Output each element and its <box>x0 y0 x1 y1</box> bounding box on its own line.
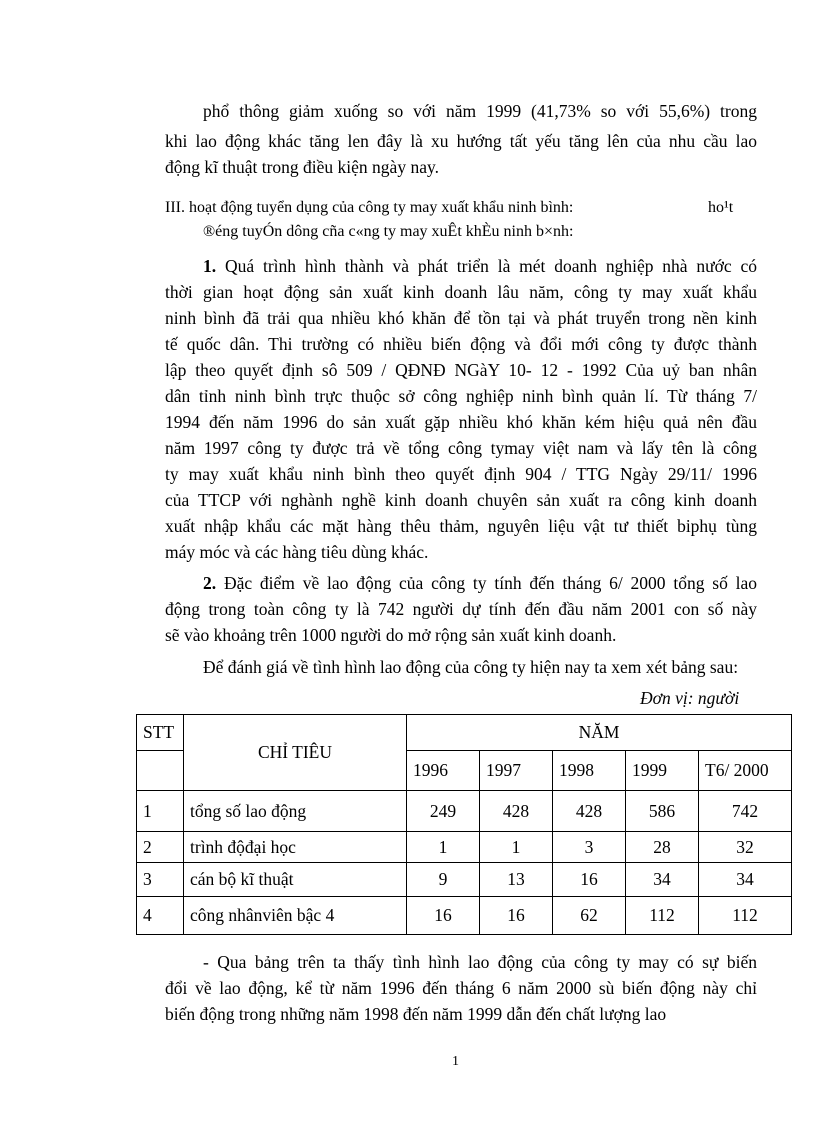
stt-cell: 2 <box>137 832 184 863</box>
section-heading-tail: ho¹t <box>708 199 734 216</box>
paragraph-number: 1. <box>203 256 217 276</box>
text-span: Quá trình hình thành và phát triển là mét doanh nghiệp nhà nước có <box>224 256 758 276</box>
header-stt-blank <box>137 751 184 791</box>
value-cell: 1 <box>480 832 553 863</box>
value-cell: 62 <box>553 897 626 935</box>
text-line: lập theo quyết định sô 509 / QĐNĐ NGàY 10- 12 - 1992 Của uỷ ban nhân <box>165 360 757 380</box>
text-line: của TTCP với nghành nghề kinh doanh chuyên sản xuất ra công kinh doanh <box>165 490 757 510</box>
stt-cell: 4 <box>137 897 184 935</box>
paragraph-number: 2. <box>203 573 217 593</box>
header-chi-tieu: CHỈ TIÊU <box>184 715 407 791</box>
table-row <box>137 832 792 863</box>
text-line: ty may xuất khẩu ninh bình theo quyết định 904 / TTG Ngày 29/11/ 1996 <box>165 464 757 484</box>
text-line: dân tỉnh ninh bình trực thuộc sở công nghiệp ninh bình quản lí. Từ tháng 7/ <box>165 386 757 406</box>
year-header: 1999 <box>626 751 699 791</box>
text-line: biến động trong những năm 1998 đến năm 1999 dẫn đến chất lượng lao <box>165 1004 667 1024</box>
value-cell: 16 <box>480 897 553 935</box>
value-cell: 16 <box>553 863 626 897</box>
value-cell: 586 <box>626 791 699 832</box>
value-cell: 9 <box>407 863 480 897</box>
text-line: 1994 đến năm 1996 do sản xuất gặp nhiều khó khăn kém hiệu quả nên đầu <box>165 412 757 432</box>
text-line: động trong toàn công ty là 742 người dự tính đến đầu năm 2001 con số này <box>165 599 757 619</box>
table-row <box>137 791 792 832</box>
text-line: sẽ vào khoảng trên 1000 người do mở rộng sản xuất kinh doanh. <box>165 625 617 645</box>
page-number: 1 <box>452 1054 459 1069</box>
value-cell: 112 <box>699 897 792 935</box>
section-heading: III. hoạt động tuyển dụng của công ty may xuất khẩu ninh bình: <box>165 199 574 216</box>
year-header: 1997 <box>480 751 553 791</box>
value-cell: 34 <box>699 863 792 897</box>
value-cell: 1 <box>407 832 480 863</box>
text-line: đổi về lao động, kể từ năm 1996 đến tháng 6 năm 2000 sù biến động này chỉ <box>165 978 757 998</box>
value-cell: 112 <box>626 897 699 935</box>
value-cell: 428 <box>553 791 626 832</box>
text-line: máy móc và các hàng tiêu dùng khác. <box>165 542 429 562</box>
text-span: Đặc điểm về lao động của công ty tính đến tháng 6/ 2000 tổng số lao <box>223 573 758 593</box>
section-heading-garbled: ®éng tuyÓn dông cña c«ng ty may xuÊt khÈu ninh b×nh: <box>203 223 574 240</box>
stt-cell: 3 <box>137 863 184 897</box>
text-line: Để đánh giá về tình hình lao động của công ty hiện nay ta xem xét bảng sau: <box>203 657 739 677</box>
unit-label: Đơn vị: người <box>640 688 740 708</box>
label-cell: tổng số lao động <box>184 791 407 832</box>
value-cell: 32 <box>699 832 792 863</box>
value-cell: 34 <box>626 863 699 897</box>
text-line <box>203 258 757 276</box>
text-line: tế quốc dân. Thi trường có nhiều biến động và đổi mới công ty được thành <box>165 334 757 354</box>
value-cell: 16 <box>407 897 480 935</box>
value-cell: 428 <box>480 791 553 832</box>
text-line: ninh bình đã trải qua nhiều khó khăn để tồn tại và phát truyển trong nền kinh <box>165 308 757 328</box>
labor-table <box>136 714 792 935</box>
stt-cell: 1 <box>137 791 184 832</box>
year-header: T6/ 2000 <box>699 751 792 791</box>
text-line: thời gian hoạt động sản xuất kinh doanh lâu năm, công ty may xuất khẩu <box>165 282 757 302</box>
label-cell: cán bộ kĩ thuật <box>184 863 407 897</box>
header-stt: STT <box>137 715 184 751</box>
year-header: 1998 <box>553 751 626 791</box>
table-row <box>137 863 792 897</box>
value-cell: 742 <box>699 791 792 832</box>
value-cell: 13 <box>480 863 553 897</box>
text-line: xuất nhập khẩu các mặt hàng thêu thảm, nguyên liệu vật tư thiết biphụ tùng <box>165 516 757 536</box>
text-line: năm 1997 công ty được trả về tổng công tymay việt nam và lấy tên là công <box>165 438 757 458</box>
header-nam: NĂM <box>407 715 792 751</box>
label-cell: trình độđại học <box>184 832 407 863</box>
value-cell: 249 <box>407 791 480 832</box>
text-line: khi lao động khác tăng len đây là xu hướng tất yếu tăng lên của nhu cầu lao <box>165 131 757 151</box>
text-line: - Qua bảng trên ta thấy tình hình lao động của công ty may có sự biến <box>203 952 757 972</box>
table-row <box>137 897 792 935</box>
value-cell: 3 <box>553 832 626 863</box>
text-line: phổ thông giảm xuống so với năm 1999 (41,73% so với 55,6%) trong <box>203 101 757 121</box>
text-line: động kĩ thuật trong điều kiện ngày nay. <box>165 157 439 177</box>
text-line <box>203 575 757 593</box>
value-cell: 28 <box>626 832 699 863</box>
label-cell: công nhânviên bậc 4 <box>184 897 407 935</box>
year-header: 1996 <box>407 751 480 791</box>
